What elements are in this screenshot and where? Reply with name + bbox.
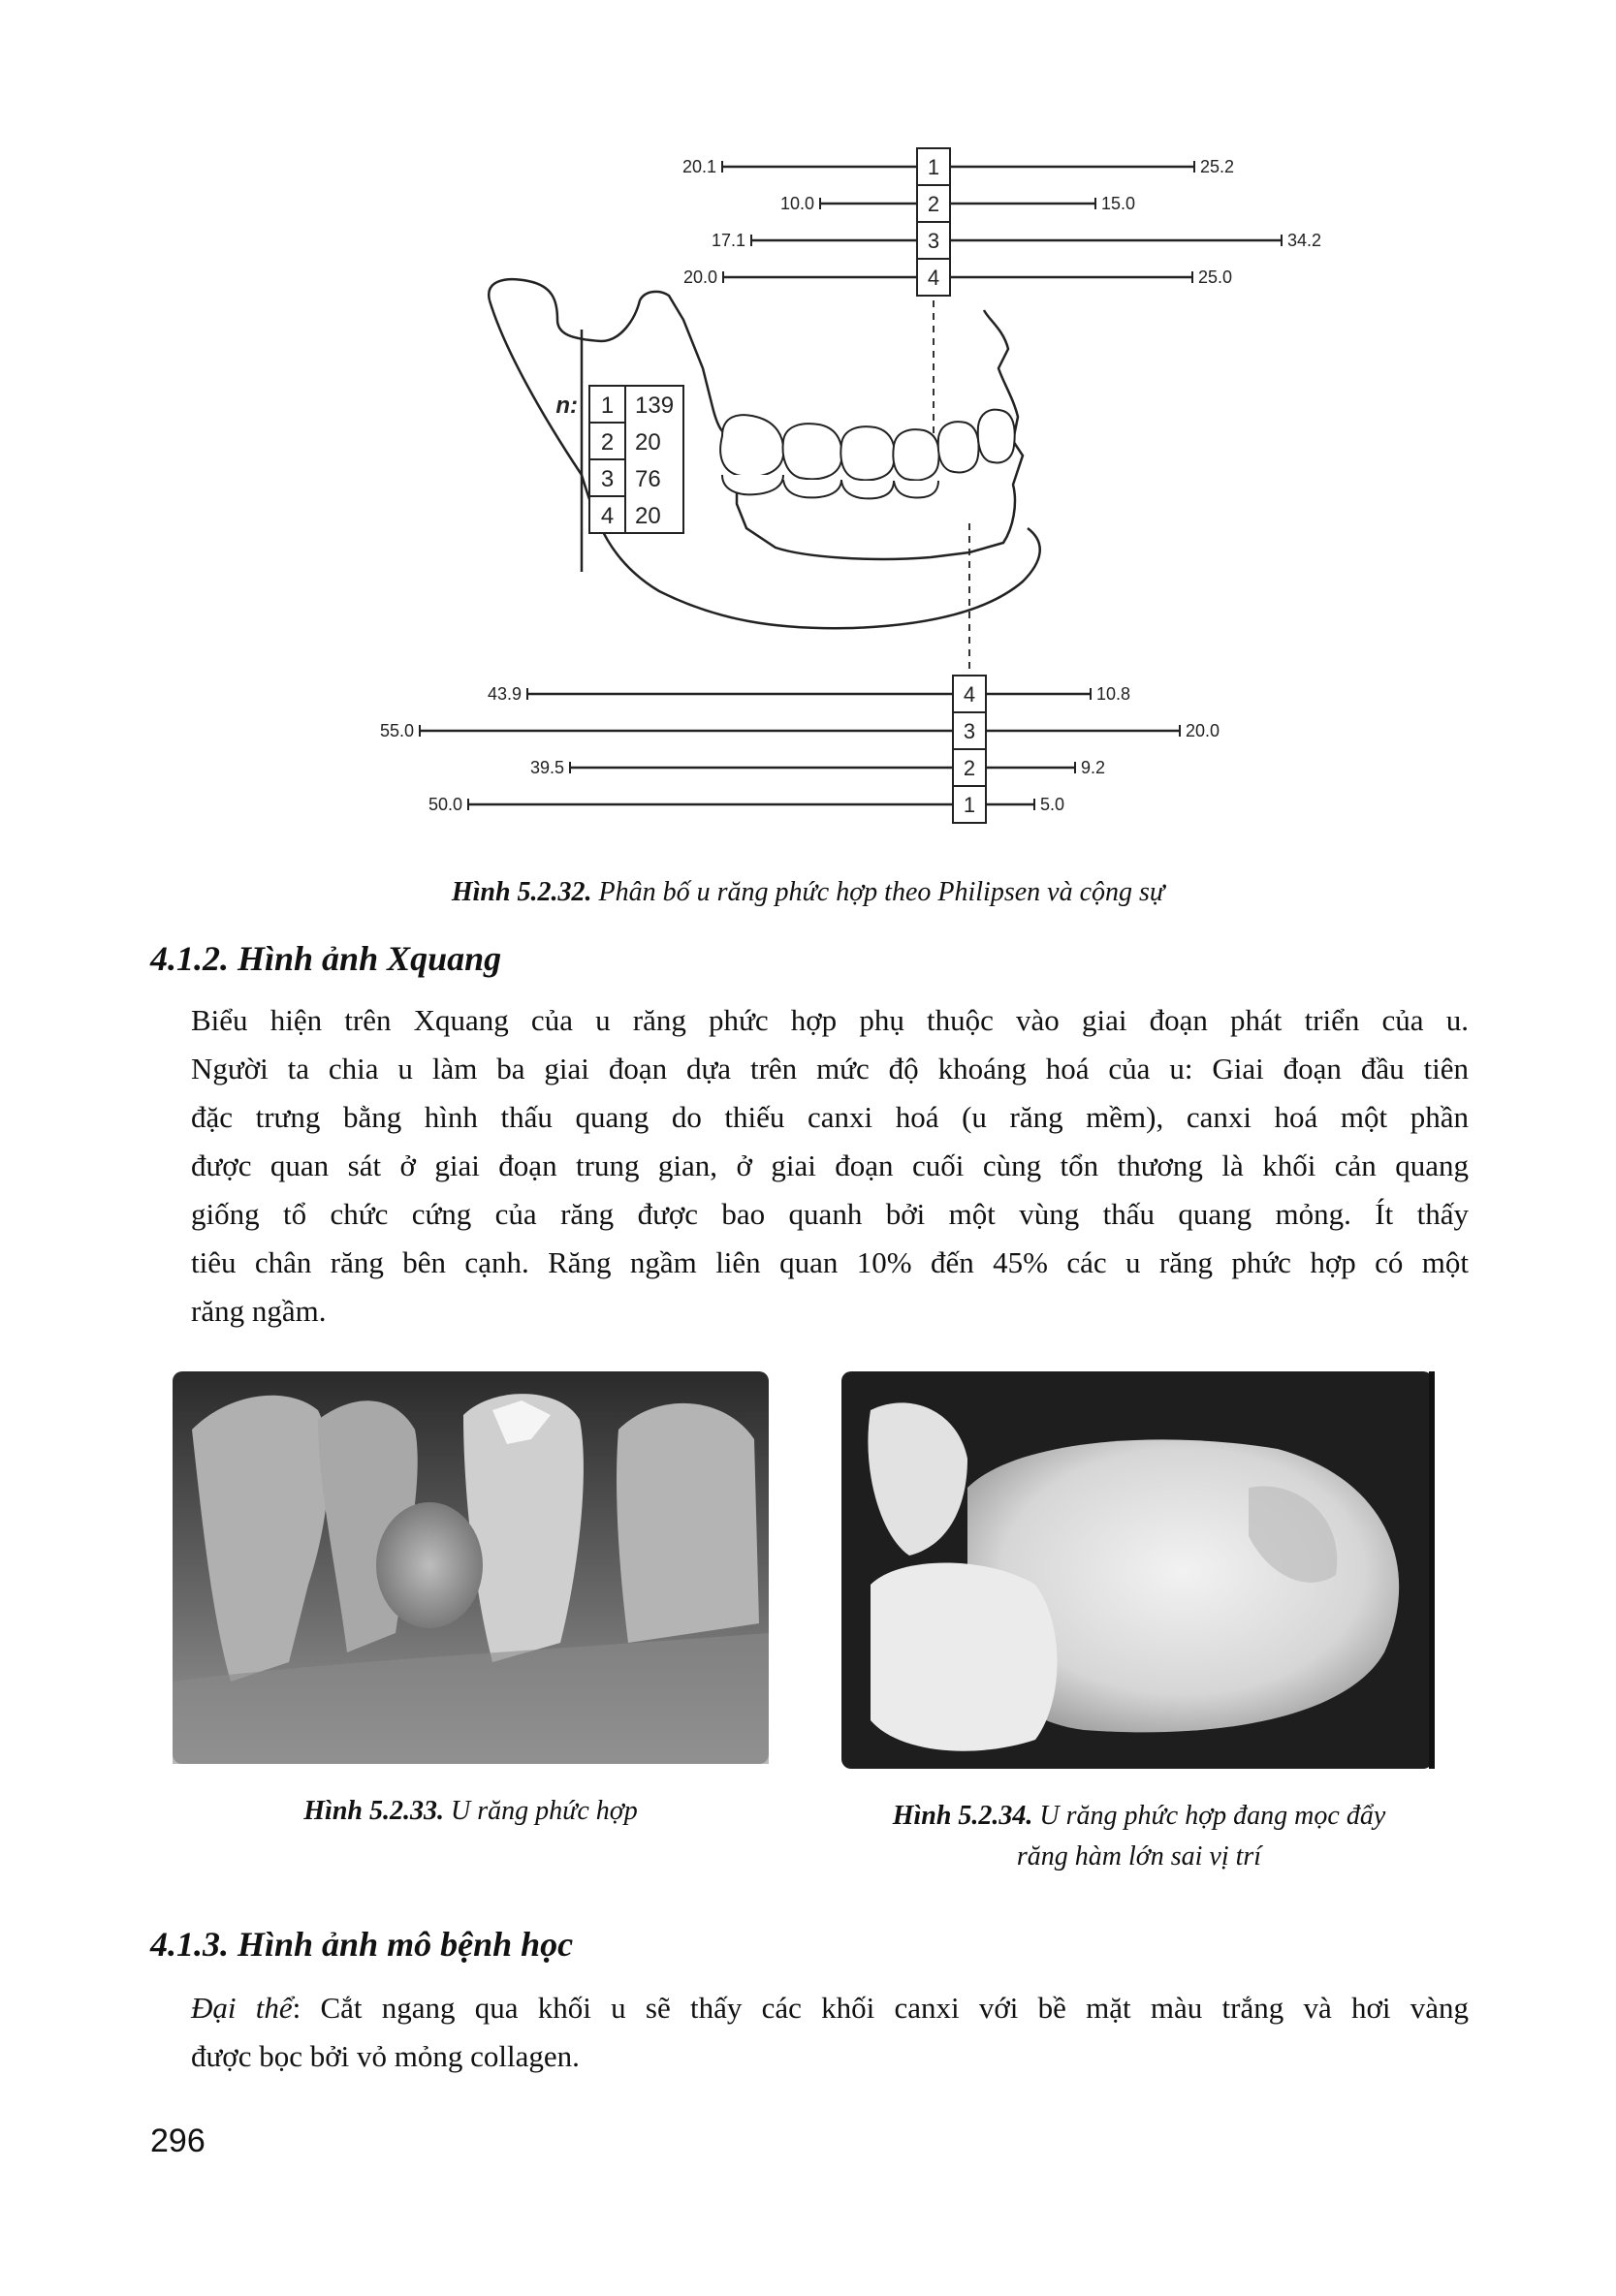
dai-the-label: Đại thể <box>191 1991 293 2025</box>
paragraph-line: được bọc bởi vỏ mỏng collagen. <box>191 2039 580 2073</box>
n-table-value: 139 <box>635 393 675 419</box>
n-table-value: 20 <box>635 429 661 456</box>
xray-image-5-2-33 <box>173 1371 769 1764</box>
caption-text: răng hàm lớn sai vị trí <box>1016 1841 1262 1871</box>
figure-5-2-33-caption <box>173 1796 769 1827</box>
bar-left-value: 39.5 <box>529 758 564 777</box>
bar-left-value: 20.0 <box>682 267 717 287</box>
lower-jaw-bars <box>380 676 1220 823</box>
bar-box-number: 2 <box>927 192 940 216</box>
paragraph-line <box>191 1984 1469 2032</box>
bar-right-value: 25.0 <box>1198 267 1233 287</box>
bar-box-number: 1 <box>963 793 976 817</box>
caption-label: Hình 5.2.33. <box>303 1796 444 1826</box>
bar-right-value: 15.0 <box>1101 194 1136 213</box>
upper-jaw-bars <box>682 148 1321 296</box>
bar-box-number: 1 <box>927 155 940 179</box>
section-heading-4-1-2: 4.1.2. Hình ảnh Xquang <box>150 939 502 978</box>
section-heading-4-1-3: 4.1.3. Hình ảnh mô bệnh học <box>150 1925 574 1964</box>
caption-text: Phân bố u răng phức hợp theo Philipsen và cộng sự <box>591 877 1165 907</box>
bar-left-value: 17.1 <box>711 231 745 250</box>
bar-left-value: 10.0 <box>779 194 814 213</box>
n-count-table <box>555 386 683 533</box>
n-label: n: <box>555 393 578 419</box>
caption-label: Hình 5.2.34. <box>892 1801 1033 1831</box>
bar-right-value: 9.2 <box>1081 758 1106 777</box>
bar-right-value: 5.0 <box>1040 795 1065 814</box>
bar-box-number: 4 <box>927 266 940 290</box>
paragraph-line: Biểu hiện trên Xquang của u răng phức hợp phụ thuộc vào giai đoạn phát triển của u. <box>191 1003 1469 1037</box>
bar-right-value: 25.2 <box>1200 157 1235 176</box>
bar-left-value: 20.1 <box>681 157 716 176</box>
bar-right-value: 20.0 <box>1186 721 1220 740</box>
bar-right-value: 34.2 <box>1287 231 1322 250</box>
bar-box-number: 4 <box>963 682 976 707</box>
n-table-box-number: 1 <box>600 393 615 419</box>
bar-box-number: 3 <box>927 229 940 253</box>
caption-text: U răng phức hợp <box>443 1796 638 1826</box>
caption-label: Hình 5.2.32. <box>451 877 592 907</box>
paragraph-text: : Cắt ngang qua khối u sẽ thấy các khối canxi với bề mặt màu trắng và hơi vàng <box>292 1991 1469 2025</box>
paragraph-xquang <box>191 996 1469 1336</box>
paragraph-line: được quan sát ở giai đoạn trung gian, ở giai đoạn cuối cùng tổn thương là khối cản quang <box>191 1148 1469 1182</box>
paragraph-line: giống tổ chức cứng của răng được bao quanh bởi một vùng thấu quang mỏng. Ít thấy <box>191 1197 1469 1231</box>
teeth-row <box>720 410 1015 499</box>
paragraph-line: Người ta chia u làm ba giai đoạn dựa trên mức độ khoáng hoá của u: Giai đoạn đầu tiên <box>191 1052 1469 1085</box>
bar-left-value: 43.9 <box>487 684 522 704</box>
bar-left-value: 50.0 <box>428 795 462 814</box>
figure-5-2-34-caption <box>805 1796 1473 1877</box>
page-number: 296 <box>150 2123 206 2159</box>
paragraph-line: tiêu chân răng bên cạnh. Răng ngầm liên quan 10% đến 45% các u răng phức hợp có một <box>191 1245 1469 1279</box>
n-table-value: 20 <box>635 503 661 529</box>
n-table-box-number: 4 <box>600 503 615 529</box>
n-table-box-number: 3 <box>600 466 615 492</box>
bar-box-number: 2 <box>963 756 976 780</box>
paragraph-line: răng ngầm. <box>191 1294 327 1328</box>
philipsen-distribution-diagram <box>0 0 1616 853</box>
paragraph-line: đặc trưng bằng hình thấu quang do thiếu canxi hoá (u răng mềm), canxi hoá một phần <box>191 1100 1469 1134</box>
bar-right-value: 10.8 <box>1096 684 1131 704</box>
bar-left-value: 55.0 <box>379 721 414 740</box>
bar-box-number: 3 <box>963 719 976 743</box>
caption-text: U răng phức hợp đang mọc đẩy <box>1032 1801 1386 1831</box>
figure-5-2-32-caption <box>0 877 1616 908</box>
n-table-box-number: 2 <box>600 429 615 456</box>
paragraph-dai-the <box>191 1984 1469 2081</box>
xray-image-5-2-34 <box>841 1371 1438 1769</box>
n-table-value: 76 <box>635 466 661 492</box>
